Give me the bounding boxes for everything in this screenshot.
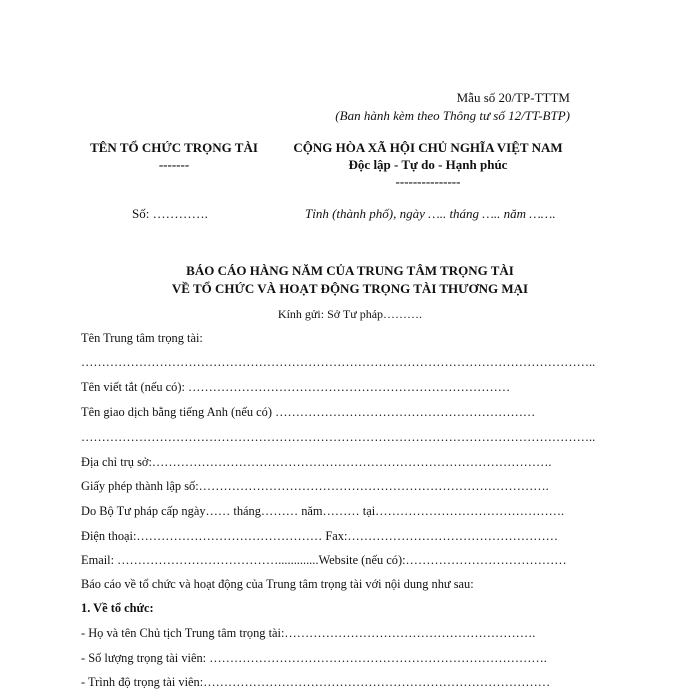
field-arbitrator-count: - Số lượng trọng tài viên: ………………………………………………………………………. bbox=[81, 651, 547, 665]
field-arbitrator-qualification: - Trình độ trọng tài viên:………………………………………………………………………… bbox=[81, 675, 551, 689]
motto: Độc lập - Tự do - Hạnh phúc bbox=[348, 157, 508, 172]
field-license-number: Giấy phép thành lập số:…………………………………………………………………………. bbox=[81, 479, 549, 493]
field-center-name: Tên Trung tâm trọng tài: bbox=[81, 331, 203, 345]
org-divider: ------- bbox=[158, 157, 190, 172]
report-title-line1: BÁO CÁO HÀNG NĂM CỦA TRUNG TÂM TRỌNG TÀI bbox=[186, 263, 514, 278]
field-english-name: Tên giao dịch bằng tiếng Anh (nếu có) ……………………………………………………… bbox=[81, 405, 536, 419]
field-address: Địa chỉ trụ sở:……………………………………………………………………………………. bbox=[81, 455, 552, 469]
field-center-name-blank: …………………………………………………………………………………………………………….. bbox=[81, 355, 596, 369]
form-issued-note: (Ban hành kèm theo Thông tư số 12/TT-BTP) bbox=[335, 108, 570, 123]
report-title-line2: VỀ TỔ CHỨC VÀ HOẠT ĐỘNG TRỌNG TÀI THƯƠNG MẠI bbox=[171, 281, 529, 296]
report-intro: Báo cáo về tổ chức và hoạt động của Trung tâm trọng tài với nội dung như sau: bbox=[81, 577, 474, 591]
org-name: TÊN TỔ CHỨC TRỌNG TÀI bbox=[90, 140, 258, 155]
motto-divider: --------------- bbox=[395, 174, 461, 189]
field-short-name: Tên viết tắt (nếu có): …………………………………………………………………… bbox=[81, 380, 511, 394]
field-english-name-blank: …………………………………………………………………………………………………………….. bbox=[81, 430, 596, 444]
addressee: Kính gửi: Sở Tư pháp………. bbox=[277, 307, 423, 321]
place-date: Tỉnh (thành phố), ngày ….. tháng ….. năm ……. bbox=[305, 206, 556, 221]
nation-title: CỘNG HÒA XÃ HỘI CHỦ NGHĨA VIỆT NAM bbox=[293, 140, 563, 155]
form-number: Mẫu số 20/TP-TTTM bbox=[456, 90, 570, 105]
document-number: Số: …………. bbox=[132, 206, 208, 221]
field-email-website: Email: ………………………………….............Website (nếu có):………………………………… bbox=[81, 553, 567, 567]
section-organization-heading: 1. Về tổ chức: bbox=[81, 601, 154, 615]
field-issue-date: Do Bộ Tư pháp cấp ngày…… tháng……… năm……… tại………………………………………. bbox=[81, 504, 565, 518]
field-phone-fax: Điện thoại:……………………………………… Fax:…………………………………………… bbox=[81, 529, 559, 543]
field-chairman-name: - Họ và tên Chủ tịch Trung tâm trọng tài:……………………………………………………. bbox=[81, 626, 536, 640]
